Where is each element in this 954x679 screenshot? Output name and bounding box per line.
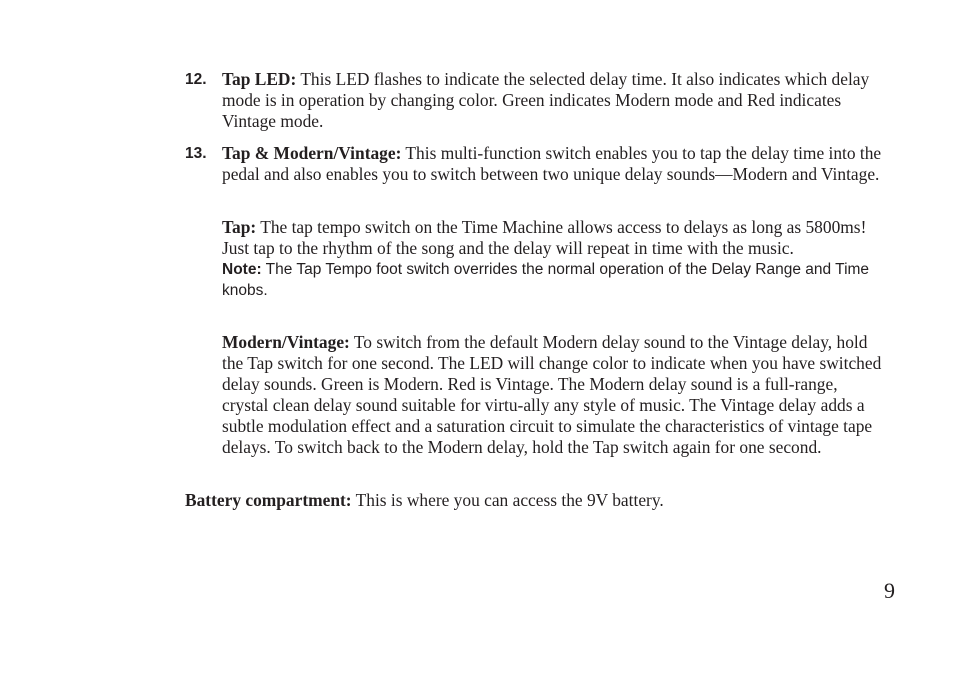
modern-vintage-text: To switch from the default Modern delay sound to the Vintage delay, hold the Tap switch for one second. The LED will change color to indicate when you have switched delay sounds. Green is Modern. Red is Vintage. The Modern delay sound is a full-range, crystal clean delay sound suitable for virtu-ally any style of music. The Vintage delay adds a subtle modulation effect and a saturation circuit to simulate the characteristics of vintage tape delays. To switch back to the Modern delay, hold the Tap switch again for one second.	[222, 332, 882, 457]
item-text: This multi-function switch enables you to tap the delay time into the pedal and also enables you to switch between two unique delay sounds—Modern and Vintage.	[222, 143, 882, 184]
item-description	[222, 143, 882, 185]
note-text: The Tap Tempo foot switch overrides the normal operation of the Delay Range and Time knobs.	[222, 261, 870, 299]
item-term: Tap & Modern/Vintage:	[222, 143, 402, 163]
battery-text: This is where you can access the 9V battery.	[351, 490, 664, 510]
tap-note	[222, 259, 882, 301]
tap-text: The tap tempo switch on the Time Machine allows access to delays as long as 5800ms! Just tap to the rhythm of the song and the delay will repeat in time with the music.	[222, 217, 867, 258]
modern-vintage-term: Modern/Vintage:	[222, 332, 350, 352]
item-number: 13.	[185, 145, 207, 162]
note-label: Note:	[222, 261, 262, 278]
tap-section	[222, 217, 882, 301]
item-text: This LED flashes to indicate the selected delay time. It also indicates which delay mode is in operation by changing color. Green indicates Modern mode and Red indicates Vintage mode.	[222, 69, 870, 131]
item-term: Tap LED:	[222, 69, 297, 89]
modern-vintage-paragraph	[222, 332, 882, 458]
tap-term: Tap:	[222, 217, 257, 237]
tap-paragraph	[222, 217, 882, 259]
item-number: 12.	[185, 71, 207, 88]
page-number: 9	[884, 578, 895, 603]
modern-vintage-section	[222, 332, 882, 458]
item-description	[222, 69, 882, 132]
battery-compartment-item	[185, 490, 885, 511]
battery-term: Battery compartment:	[185, 490, 352, 510]
